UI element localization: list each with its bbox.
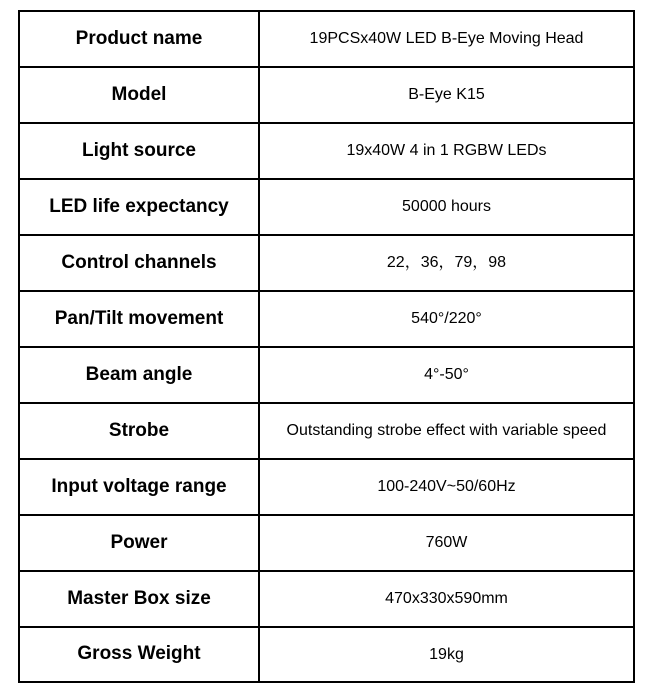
row-value: 19kg [259, 627, 634, 682]
table-row [19, 571, 634, 627]
row-value: 540°/220° [259, 291, 634, 347]
row-value: 760W [259, 515, 634, 571]
table-row [19, 515, 634, 571]
row-label: Gross Weight [19, 627, 259, 682]
row-label: Pan/Tilt movement [19, 291, 259, 347]
row-value: 100-240V~50/60Hz [259, 459, 634, 515]
row-label: Input voltage range [19, 459, 259, 515]
row-value: 19PCSx40W LED B-Eye Moving Head [259, 11, 634, 67]
row-value: B-Eye K15 [259, 67, 634, 123]
row-value: 50000 hours [259, 179, 634, 235]
row-label: Control channels [19, 235, 259, 291]
table-row [19, 179, 634, 235]
row-label: Light source [19, 123, 259, 179]
row-label: Model [19, 67, 259, 123]
table-row [19, 235, 634, 291]
row-value: 22，36，79，98 [259, 235, 634, 291]
row-label: Strobe [19, 403, 259, 459]
row-value: 470x330x590mm [259, 571, 634, 627]
spec-table [18, 10, 635, 683]
row-label: Power [19, 515, 259, 571]
row-value: Outstanding strobe effect with variable speed [259, 403, 634, 459]
table-row [19, 11, 634, 67]
row-label: Product name [19, 11, 259, 67]
table-row [19, 291, 634, 347]
table-row [19, 123, 634, 179]
row-value: 4°-50° [259, 347, 634, 403]
table-row [19, 627, 634, 682]
row-label: LED life expectancy [19, 179, 259, 235]
row-label: Master Box size [19, 571, 259, 627]
table-row [19, 403, 634, 459]
row-label: Beam angle [19, 347, 259, 403]
table-row [19, 347, 634, 403]
table-row [19, 459, 634, 515]
table-row [19, 67, 634, 123]
row-value: 19x40W 4 in 1 RGBW LEDs [259, 123, 634, 179]
